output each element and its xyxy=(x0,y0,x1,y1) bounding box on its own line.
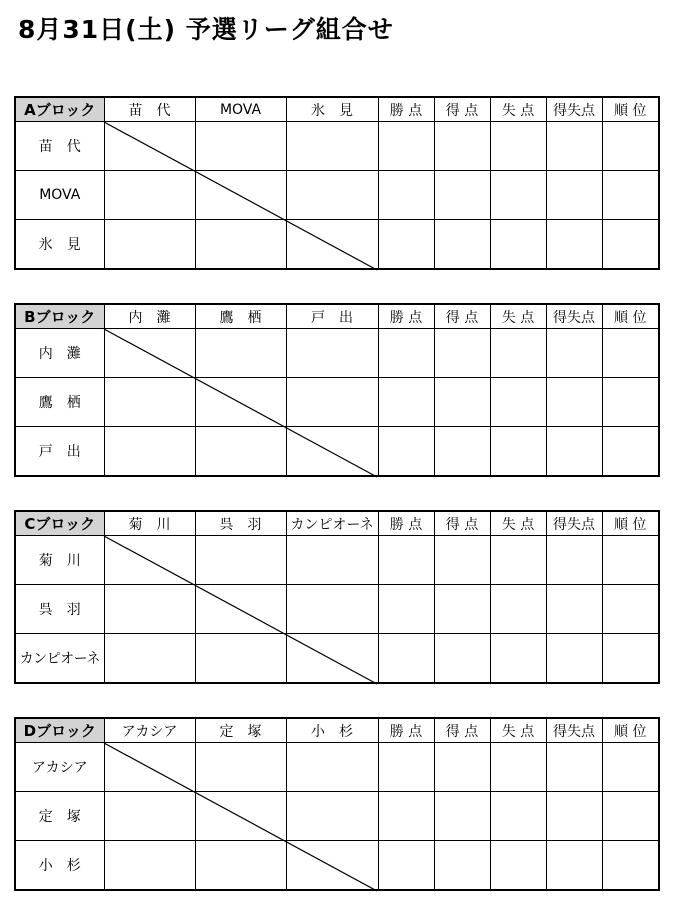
column-win-points: 勝 点 xyxy=(378,304,434,329)
stat-cell xyxy=(490,536,546,585)
stat-cell xyxy=(434,427,490,477)
stat-cell xyxy=(490,171,546,220)
match-cell xyxy=(195,841,286,891)
column-team-2: 呉 羽 xyxy=(195,511,286,536)
match-cell xyxy=(104,536,195,585)
match-cell xyxy=(104,122,195,171)
stat-cell xyxy=(378,743,434,792)
stat-cell xyxy=(490,743,546,792)
row-team: 定 塚 xyxy=(15,792,104,841)
stat-cell xyxy=(434,792,490,841)
match-cell xyxy=(286,427,378,477)
table-row xyxy=(15,585,659,634)
row-team: カンピオーネ xyxy=(15,634,104,684)
column-win-points: 勝 点 xyxy=(378,718,434,743)
stat-cell xyxy=(434,171,490,220)
stat-cell xyxy=(546,122,602,171)
column-team-2: 鷹 栖 xyxy=(195,304,286,329)
column-team-3: カンピオーネ xyxy=(286,511,378,536)
match-cell xyxy=(195,585,286,634)
league-table-block-d xyxy=(14,717,660,891)
match-cell xyxy=(195,122,286,171)
stat-cell xyxy=(546,634,602,684)
stat-cell xyxy=(602,171,659,220)
match-cell xyxy=(286,585,378,634)
match-cell xyxy=(195,329,286,378)
row-team: 氷 見 xyxy=(15,220,104,270)
match-cell xyxy=(286,634,378,684)
stat-cell xyxy=(546,329,602,378)
stat-cell xyxy=(546,427,602,477)
stat-cell xyxy=(490,220,546,270)
table-row xyxy=(15,171,659,220)
stat-cell xyxy=(490,634,546,684)
stat-cell xyxy=(490,329,546,378)
stat-cell xyxy=(490,585,546,634)
page-title: 8月31日(土) 予選リーグ組合せ xyxy=(18,15,394,44)
match-cell xyxy=(286,220,378,270)
stat-cell xyxy=(490,122,546,171)
row-team: アカシア xyxy=(15,743,104,792)
block-label: Aブロック xyxy=(15,97,104,122)
match-cell xyxy=(195,171,286,220)
match-cell xyxy=(286,329,378,378)
stat-cell xyxy=(602,585,659,634)
stat-cell xyxy=(490,792,546,841)
match-cell xyxy=(104,329,195,378)
row-team: MOVA xyxy=(15,171,104,220)
match-cell xyxy=(104,220,195,270)
stat-cell xyxy=(602,122,659,171)
stat-cell xyxy=(602,220,659,270)
match-cell xyxy=(104,171,195,220)
column-team-1: 菊 川 xyxy=(104,511,195,536)
stat-cell xyxy=(602,634,659,684)
stat-cell xyxy=(434,329,490,378)
league-table-block-c xyxy=(14,510,660,684)
match-cell xyxy=(195,634,286,684)
table-row xyxy=(15,220,659,270)
match-cell xyxy=(104,378,195,427)
column-win-points: 勝 点 xyxy=(378,511,434,536)
header-row xyxy=(15,511,659,536)
stat-cell xyxy=(378,634,434,684)
stat-cell xyxy=(546,792,602,841)
table-row xyxy=(15,427,659,477)
stat-cell xyxy=(378,792,434,841)
column-goal-difference: 得失点 xyxy=(546,304,602,329)
match-cell xyxy=(286,792,378,841)
stat-cell xyxy=(378,378,434,427)
column-goal-difference: 得失点 xyxy=(546,511,602,536)
stat-cell xyxy=(602,427,659,477)
column-team-3: 戸 出 xyxy=(286,304,378,329)
stat-cell xyxy=(434,122,490,171)
stat-cell xyxy=(546,220,602,270)
match-cell xyxy=(286,378,378,427)
column-team-1: アカシア xyxy=(104,718,195,743)
match-cell xyxy=(104,792,195,841)
column-team-1: 内 灘 xyxy=(104,304,195,329)
table-row xyxy=(15,122,659,171)
table-row xyxy=(15,536,659,585)
league-table-block-a xyxy=(14,96,660,270)
stat-cell xyxy=(546,536,602,585)
row-team: 呉 羽 xyxy=(15,585,104,634)
column-team-3: 氷 見 xyxy=(286,97,378,122)
column-team-2: 定 塚 xyxy=(195,718,286,743)
stat-cell xyxy=(602,792,659,841)
stat-cell xyxy=(378,427,434,477)
stat-cell xyxy=(602,841,659,891)
column-goals-against: 失 点 xyxy=(490,718,546,743)
stat-cell xyxy=(434,536,490,585)
stat-cell xyxy=(546,841,602,891)
stat-cell xyxy=(546,378,602,427)
table-row xyxy=(15,378,659,427)
column-goals-for: 得 点 xyxy=(434,511,490,536)
row-team: 戸 出 xyxy=(15,427,104,477)
table-row xyxy=(15,743,659,792)
block-label: Dブロック xyxy=(15,718,104,743)
block-label: Cブロック xyxy=(15,511,104,536)
row-team: 菊 川 xyxy=(15,536,104,585)
match-cell xyxy=(195,378,286,427)
column-team-3: 小 杉 xyxy=(286,718,378,743)
stat-cell xyxy=(546,171,602,220)
stat-cell xyxy=(378,841,434,891)
stat-cell xyxy=(378,122,434,171)
column-goals-against: 失 点 xyxy=(490,97,546,122)
match-cell xyxy=(286,171,378,220)
row-team: 苗 代 xyxy=(15,122,104,171)
stat-cell xyxy=(490,378,546,427)
stat-cell xyxy=(378,171,434,220)
column-goals-against: 失 点 xyxy=(490,304,546,329)
column-rank: 順 位 xyxy=(602,97,659,122)
stat-cell xyxy=(434,220,490,270)
match-cell xyxy=(104,634,195,684)
stat-cell xyxy=(602,378,659,427)
stat-cell xyxy=(546,585,602,634)
table-row xyxy=(15,841,659,891)
match-cell xyxy=(104,743,195,792)
column-rank: 順 位 xyxy=(602,511,659,536)
column-rank: 順 位 xyxy=(602,718,659,743)
match-cell xyxy=(286,122,378,171)
column-goals-against: 失 点 xyxy=(490,511,546,536)
column-goals-for: 得 点 xyxy=(434,304,490,329)
row-team: 内 灘 xyxy=(15,329,104,378)
stat-cell xyxy=(490,841,546,891)
match-cell xyxy=(195,743,286,792)
match-cell xyxy=(195,427,286,477)
column-goals-for: 得 点 xyxy=(434,718,490,743)
header-row xyxy=(15,304,659,329)
stat-cell xyxy=(378,585,434,634)
stat-cell xyxy=(378,536,434,585)
row-team: 小 杉 xyxy=(15,841,104,891)
stat-cell xyxy=(602,536,659,585)
match-cell xyxy=(195,792,286,841)
column-rank: 順 位 xyxy=(602,304,659,329)
match-cell xyxy=(195,220,286,270)
column-goals-for: 得 点 xyxy=(434,97,490,122)
stat-cell xyxy=(434,841,490,891)
stat-cell xyxy=(434,378,490,427)
match-cell xyxy=(286,536,378,585)
stat-cell xyxy=(490,427,546,477)
table-row xyxy=(15,634,659,684)
stat-cell xyxy=(378,220,434,270)
row-team: 鷹 栖 xyxy=(15,378,104,427)
table-row xyxy=(15,792,659,841)
block-label: Bブロック xyxy=(15,304,104,329)
league-table-block-b xyxy=(14,303,660,477)
stat-cell xyxy=(602,743,659,792)
match-cell xyxy=(104,585,195,634)
match-cell xyxy=(286,841,378,891)
header-row xyxy=(15,718,659,743)
header-row xyxy=(15,97,659,122)
match-cell xyxy=(104,427,195,477)
column-win-points: 勝 点 xyxy=(378,97,434,122)
match-cell xyxy=(286,743,378,792)
stat-cell xyxy=(546,743,602,792)
match-cell xyxy=(104,841,195,891)
stat-cell xyxy=(378,329,434,378)
column-goal-difference: 得失点 xyxy=(546,97,602,122)
match-cell xyxy=(195,536,286,585)
table-row xyxy=(15,329,659,378)
stat-cell xyxy=(434,585,490,634)
stat-cell xyxy=(602,329,659,378)
stat-cell xyxy=(434,634,490,684)
column-team-1: 苗 代 xyxy=(104,97,195,122)
column-team-2: MOVA xyxy=(195,97,286,122)
stat-cell xyxy=(434,743,490,792)
column-goal-difference: 得失点 xyxy=(546,718,602,743)
